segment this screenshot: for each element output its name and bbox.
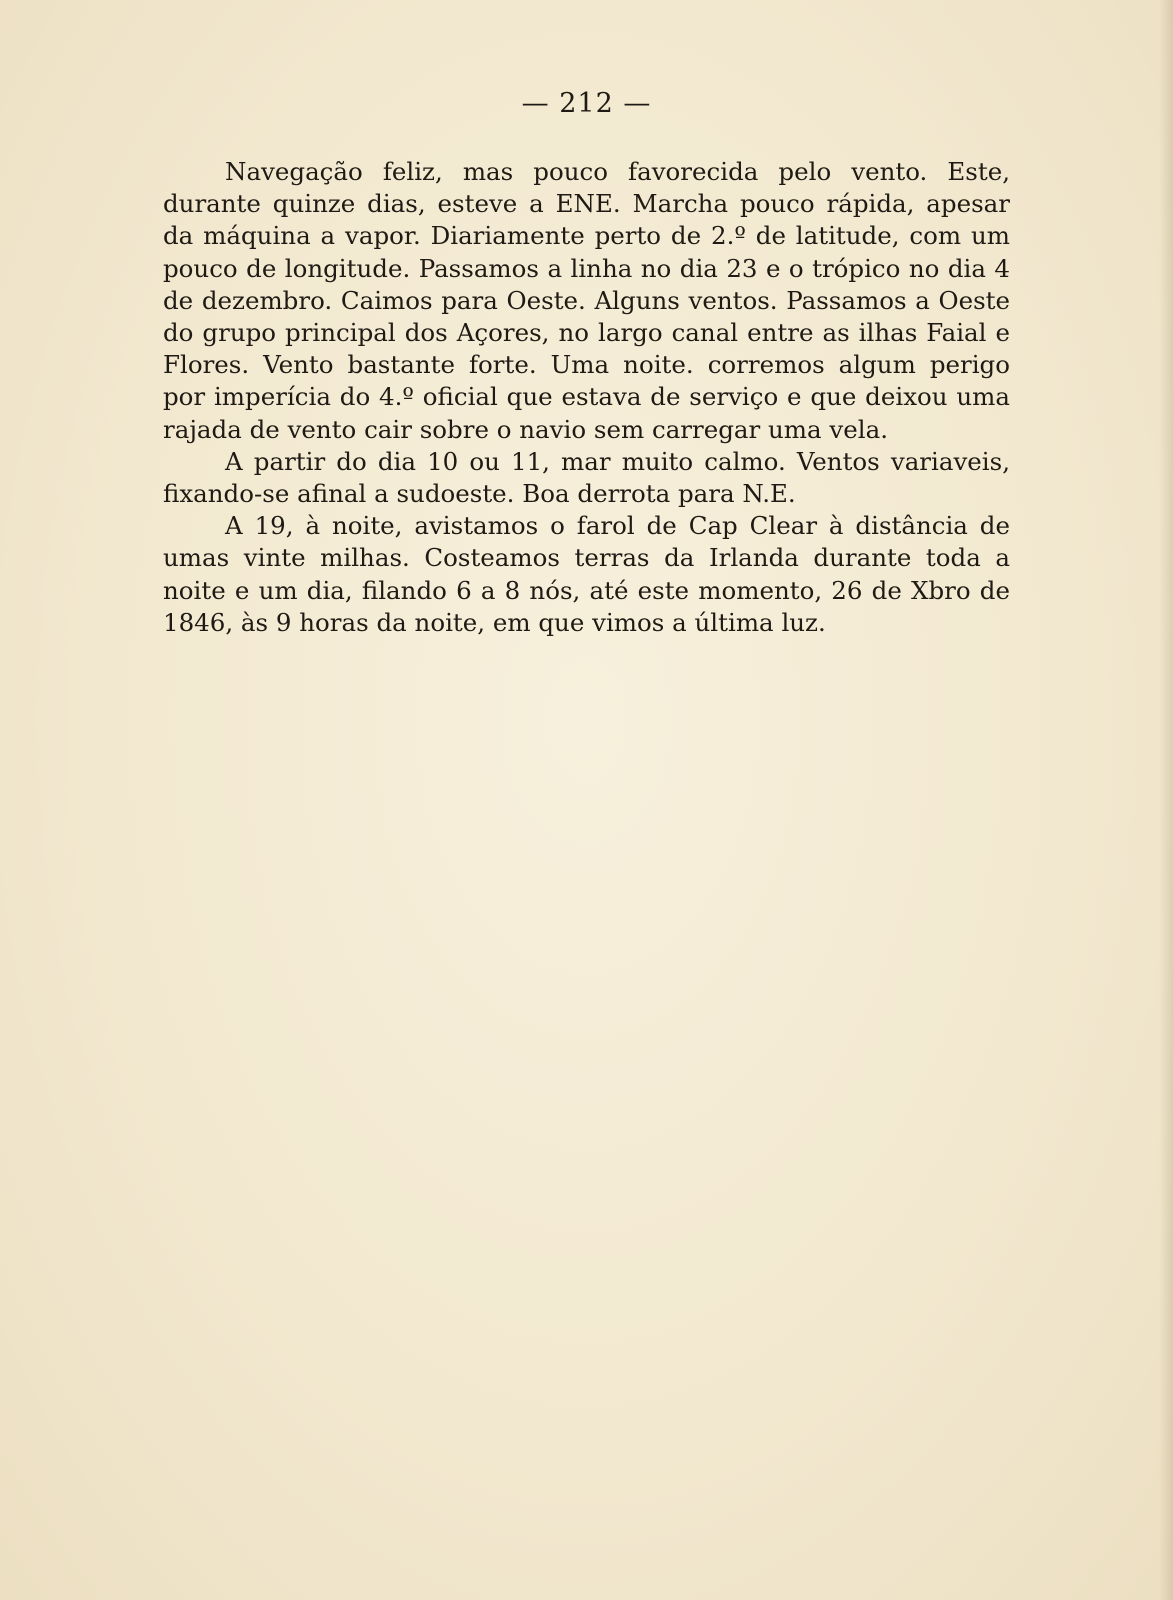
body-text: [163, 156, 1010, 639]
paragraph: A 19, à noite, avistamos o farol de Cap Clear à distância de umas vinte milhas. Costeamos terras da Irlanda durante toda a noite e um dia, filando 6 a 8 nós, até este momento, 26 de Xbro de 1846, às 9 horas da noite, em que vimos a última luz.: [163, 511, 1010, 637]
paragraph: A partir do dia 10 ou 11, mar muito calmo. Ventos variaveis, fixando-se afinal a sudoeste. Boa derrota para N.E.: [163, 446, 1010, 509]
page-number: — 212 —: [521, 88, 652, 119]
paragraph: Navegação feliz, mas pouco favorecida pelo vento. Este, durante quinze dias, esteve a ENE. Marcha pouco rápida, apesar da máquina a vapor. Diariamente perto de 2.º de latitude, com um pouco de longitude. Passamos a linha no dia 23 e o trópico no dia 4 de dezembro. Caimos para Oeste. Alguns ventos. Passamos a Oeste do grupo principal dos Açores, no largo canal entre as ilhas Faial e Flores. Vento bastante forte. Uma noite. corremos algum perigo por imperícia do 4.º oficial que estava de serviço e que deixou uma rajada de vento cair sobre o navio sem carregar uma vela.: [163, 157, 1010, 444]
